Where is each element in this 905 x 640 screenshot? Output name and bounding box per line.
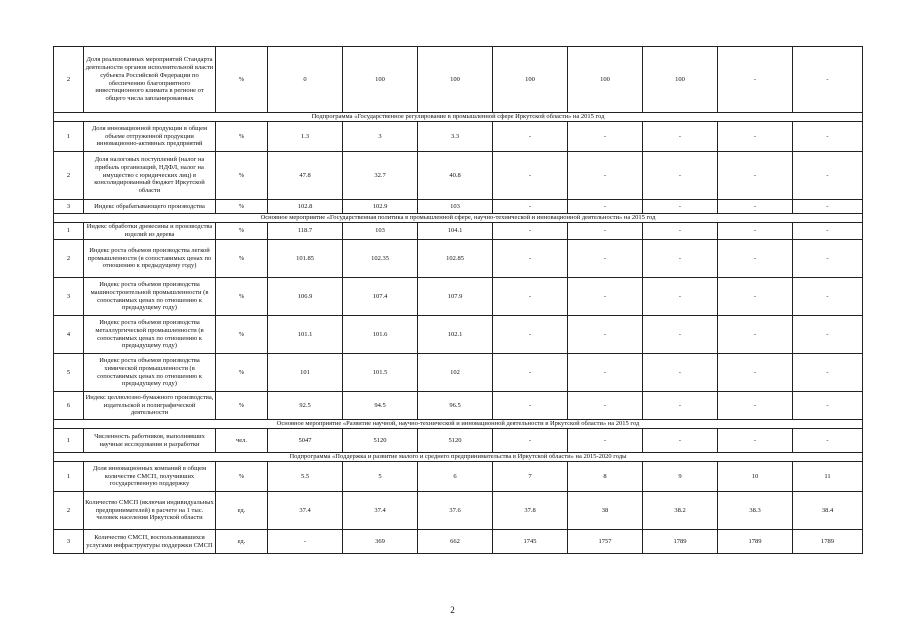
value-cell: - bbox=[493, 200, 568, 214]
value-cell: 106.9 bbox=[268, 278, 343, 316]
indicator-name: Индекс роста объемов производства легкой промышленности (в сопоставимых ценах по отношению к предыдущему году) bbox=[84, 240, 216, 278]
value-cell: 102.8 bbox=[268, 200, 343, 214]
indicator-name: Индекс обрабатывающего производства bbox=[84, 200, 216, 214]
value-cell: 92.5 bbox=[268, 392, 343, 420]
value-cell: 1789 bbox=[643, 530, 718, 554]
value-cell: - bbox=[493, 392, 568, 420]
value-cell: - bbox=[718, 122, 793, 152]
table-row bbox=[54, 152, 863, 200]
value-cell: - bbox=[718, 240, 793, 278]
value-cell: - bbox=[793, 47, 863, 113]
value-cell: - bbox=[493, 278, 568, 316]
value-cell: 5 bbox=[343, 462, 418, 492]
section-title: Подпрограмма «Государственное регулирование в промышленной сфере Иркутской области» на 2015 год bbox=[54, 113, 863, 122]
value-cell: 5.5 bbox=[268, 462, 343, 492]
value-cell: 38.2 bbox=[643, 492, 718, 530]
value-cell: - bbox=[568, 152, 643, 200]
unit-cell: % bbox=[216, 122, 268, 152]
section-row bbox=[54, 214, 863, 223]
value-cell: 1789 bbox=[793, 530, 863, 554]
indicator-name: Индекс целлюлозно-бумажного производства, издательской и полиграфической деятельности bbox=[84, 392, 216, 420]
section-row bbox=[54, 453, 863, 462]
value-cell: 94.5 bbox=[343, 392, 418, 420]
value-cell: 101 bbox=[268, 354, 343, 392]
value-cell: - bbox=[793, 316, 863, 354]
value-cell: - bbox=[793, 278, 863, 316]
table-row bbox=[54, 462, 863, 492]
value-cell: - bbox=[718, 429, 793, 453]
value-cell: - bbox=[793, 240, 863, 278]
row-number: 1 bbox=[54, 122, 84, 152]
value-cell: 118.7 bbox=[268, 223, 343, 240]
value-cell: - bbox=[793, 354, 863, 392]
value-cell: 100 bbox=[418, 47, 493, 113]
value-cell: - bbox=[568, 122, 643, 152]
unit-cell: ед. bbox=[216, 492, 268, 530]
table-row bbox=[54, 354, 863, 392]
row-number: 4 bbox=[54, 316, 84, 354]
table-row bbox=[54, 47, 863, 113]
section-title: Подпрограмма «Поддержка и развитие малого и среднего предпринимательства в Иркутской области» на 2015-2020 годы bbox=[54, 453, 863, 462]
unit-cell: % bbox=[216, 152, 268, 200]
value-cell: 369 bbox=[343, 530, 418, 554]
value-cell: - bbox=[493, 429, 568, 453]
value-cell: 0 bbox=[268, 47, 343, 113]
table-row bbox=[54, 492, 863, 530]
value-cell: - bbox=[493, 316, 568, 354]
section-row bbox=[54, 420, 863, 429]
row-number: 2 bbox=[54, 240, 84, 278]
value-cell: - bbox=[568, 278, 643, 316]
value-cell: 1789 bbox=[718, 530, 793, 554]
value-cell: 40.8 bbox=[418, 152, 493, 200]
value-cell: 100 bbox=[343, 47, 418, 113]
value-cell: 107.9 bbox=[418, 278, 493, 316]
value-cell: 101.6 bbox=[343, 316, 418, 354]
value-cell: - bbox=[643, 122, 718, 152]
row-number: 1 bbox=[54, 462, 84, 492]
value-cell: - bbox=[718, 354, 793, 392]
value-cell: 107.4 bbox=[343, 278, 418, 316]
row-number: 5 bbox=[54, 354, 84, 392]
value-cell: 9 bbox=[643, 462, 718, 492]
value-cell: - bbox=[493, 354, 568, 392]
table-row bbox=[54, 122, 863, 152]
value-cell: - bbox=[718, 278, 793, 316]
value-cell: 102.35 bbox=[343, 240, 418, 278]
value-cell: 662 bbox=[418, 530, 493, 554]
unit-cell: % bbox=[216, 47, 268, 113]
table-row bbox=[54, 530, 863, 554]
value-cell: - bbox=[643, 152, 718, 200]
value-cell: 5047 bbox=[268, 429, 343, 453]
value-cell: 5120 bbox=[343, 429, 418, 453]
value-cell: 38 bbox=[568, 492, 643, 530]
value-cell: - bbox=[568, 429, 643, 453]
indicator-name: Количество СМСП (включая индивидуальных предпринимателей) в расчете на 1 тыс. человек населения Иркутской области bbox=[84, 492, 216, 530]
value-cell: 8 bbox=[568, 462, 643, 492]
value-cell: 101.85 bbox=[268, 240, 343, 278]
unit-cell: % bbox=[216, 354, 268, 392]
value-cell: - bbox=[718, 392, 793, 420]
value-cell: 102.1 bbox=[418, 316, 493, 354]
value-cell: 1.3 bbox=[268, 122, 343, 152]
unit-cell: % bbox=[216, 316, 268, 354]
value-cell: - bbox=[493, 240, 568, 278]
value-cell: 1745 bbox=[493, 530, 568, 554]
value-cell: - bbox=[568, 316, 643, 354]
indicator-name: Индекс роста объемов производства машиностроительной промышленности (в сопоставимых ценах по отношению к предыдущему году) bbox=[84, 278, 216, 316]
indicator-name: Доля инновационных компаний в общем количестве СМСП, получивших государственную поддержку bbox=[84, 462, 216, 492]
value-cell: - bbox=[268, 530, 343, 554]
value-cell: 101.5 bbox=[343, 354, 418, 392]
row-number: 2 bbox=[54, 492, 84, 530]
indicator-name: Численность работников, выполнявших научные исследования и разработки bbox=[84, 429, 216, 453]
value-cell: 3 bbox=[343, 122, 418, 152]
unit-cell: % bbox=[216, 392, 268, 420]
indicator-table bbox=[53, 46, 863, 554]
indicator-name: Доля налоговых поступлений (налог на прибыль организаций, НДФЛ, налог на имущество с юридических лиц) в консолидированный бюджет Иркутской области bbox=[84, 152, 216, 200]
value-cell: 7 bbox=[493, 462, 568, 492]
value-cell: - bbox=[793, 122, 863, 152]
row-number: 3 bbox=[54, 530, 84, 554]
indicator-name: Количество СМСП, воспользовавшихся услугами инфраструктуры поддержки СМСП bbox=[84, 530, 216, 554]
value-cell: 37.8 bbox=[493, 492, 568, 530]
value-cell: 5120 bbox=[418, 429, 493, 453]
indicator-name: Индекс обработки древесины и производства изделий из дерева bbox=[84, 223, 216, 240]
value-cell: - bbox=[643, 240, 718, 278]
value-cell: 6 bbox=[418, 462, 493, 492]
value-cell: 103 bbox=[343, 223, 418, 240]
table-row bbox=[54, 278, 863, 316]
value-cell: 3.3 bbox=[418, 122, 493, 152]
value-cell: 102.85 bbox=[418, 240, 493, 278]
value-cell: - bbox=[568, 200, 643, 214]
value-cell: 1757 bbox=[568, 530, 643, 554]
section-title: Основное мероприятие «Государственная политика в промышленной сфере, научно-технической и инновационной деятельности» на 2015 год bbox=[54, 214, 863, 223]
value-cell: - bbox=[793, 152, 863, 200]
value-cell: - bbox=[793, 223, 863, 240]
unit-cell: % bbox=[216, 223, 268, 240]
table-row bbox=[54, 240, 863, 278]
table-row bbox=[54, 316, 863, 354]
indicator-name: Доля реализованных мероприятий Стандарта деятельности органов исполнительной власти субъекта Российской Федерации по обеспечению благоприятного инвестиционного климата в регионе от общего числа запланированных bbox=[84, 47, 216, 113]
value-cell: 37.4 bbox=[343, 492, 418, 530]
value-cell: 10 bbox=[718, 462, 793, 492]
value-cell: 100 bbox=[643, 47, 718, 113]
section-row bbox=[54, 113, 863, 122]
value-cell: 103 bbox=[418, 200, 493, 214]
value-cell: - bbox=[643, 200, 718, 214]
value-cell: - bbox=[493, 122, 568, 152]
table-row bbox=[54, 392, 863, 420]
value-cell: - bbox=[643, 392, 718, 420]
table-row bbox=[54, 223, 863, 240]
value-cell: - bbox=[493, 223, 568, 240]
unit-cell: % bbox=[216, 278, 268, 316]
value-cell: - bbox=[493, 152, 568, 200]
value-cell: - bbox=[643, 354, 718, 392]
unit-cell: чел. bbox=[216, 429, 268, 453]
indicator-name: Индекс роста объемов производства химической промышленности (в сопоставимых ценах по отношению к предыдущему году) bbox=[84, 354, 216, 392]
row-number: 1 bbox=[54, 429, 84, 453]
value-cell: - bbox=[793, 429, 863, 453]
unit-cell: % bbox=[216, 462, 268, 492]
value-cell: 38.4 bbox=[793, 492, 863, 530]
row-number: 3 bbox=[54, 278, 84, 316]
value-cell: - bbox=[793, 200, 863, 214]
value-cell: 11 bbox=[793, 462, 863, 492]
indicator-name: Индекс роста объемов производства металлургической промышленности (в сопоставимых ценах по отношению к предыдущему году) bbox=[84, 316, 216, 354]
table-body bbox=[54, 47, 863, 554]
value-cell: 38.3 bbox=[718, 492, 793, 530]
row-number: 2 bbox=[54, 47, 84, 113]
value-cell: 47.8 bbox=[268, 152, 343, 200]
value-cell: 101.1 bbox=[268, 316, 343, 354]
value-cell: - bbox=[718, 200, 793, 214]
value-cell: - bbox=[718, 223, 793, 240]
section-title: Основное мероприятие «Развитие научной, научно-технической и инновационной деятельности в Иркутской области» на 2015 год bbox=[54, 420, 863, 429]
value-cell: - bbox=[643, 223, 718, 240]
value-cell: 37.6 bbox=[418, 492, 493, 530]
page-number: 2 bbox=[450, 605, 455, 615]
unit-cell: % bbox=[216, 240, 268, 278]
value-cell: 100 bbox=[493, 47, 568, 113]
value-cell: 96.5 bbox=[418, 392, 493, 420]
value-cell: - bbox=[793, 392, 863, 420]
table-row bbox=[54, 429, 863, 453]
value-cell: - bbox=[568, 392, 643, 420]
unit-cell: % bbox=[216, 200, 268, 214]
row-number: 1 bbox=[54, 223, 84, 240]
value-cell: - bbox=[643, 316, 718, 354]
row-number: 3 bbox=[54, 200, 84, 214]
value-cell: - bbox=[643, 429, 718, 453]
value-cell: - bbox=[568, 240, 643, 278]
value-cell: - bbox=[718, 152, 793, 200]
row-number: 6 bbox=[54, 392, 84, 420]
value-cell: - bbox=[568, 223, 643, 240]
value-cell: - bbox=[643, 278, 718, 316]
table-row bbox=[54, 200, 863, 214]
value-cell: - bbox=[568, 354, 643, 392]
value-cell: - bbox=[718, 316, 793, 354]
unit-cell: ед. bbox=[216, 530, 268, 554]
value-cell: 37.4 bbox=[268, 492, 343, 530]
value-cell: 102 bbox=[418, 354, 493, 392]
value-cell: 102.9 bbox=[343, 200, 418, 214]
value-cell: 32.7 bbox=[343, 152, 418, 200]
value-cell: 100 bbox=[568, 47, 643, 113]
row-number: 2 bbox=[54, 152, 84, 200]
indicator-name: Доля инновационной продукции в общем объеме отгруженной продукции инновационно-активных предприятий bbox=[84, 122, 216, 152]
value-cell: - bbox=[718, 47, 793, 113]
value-cell: 104.1 bbox=[418, 223, 493, 240]
